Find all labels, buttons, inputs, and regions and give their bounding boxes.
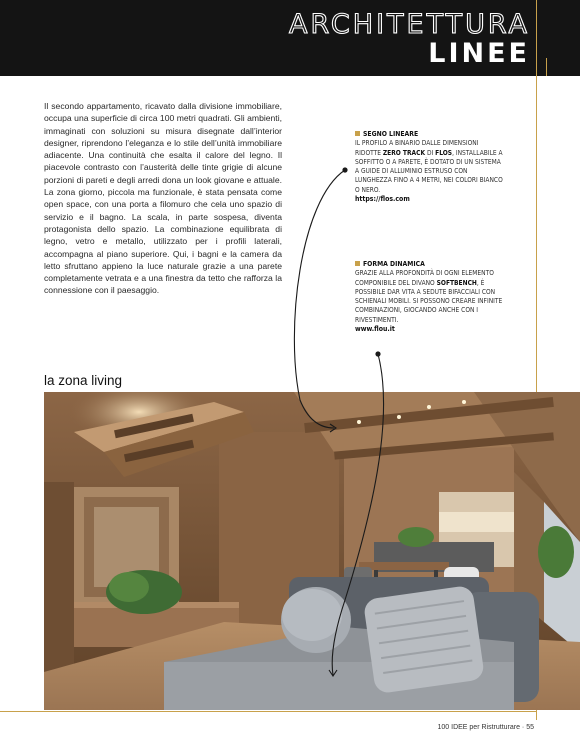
- header-line-linee: LINEE: [428, 38, 530, 69]
- note-link-flos[interactable]: https://flos.com: [355, 195, 410, 204]
- arrow-dot-icon: [342, 167, 347, 172]
- living-room-photo: [44, 392, 580, 710]
- gold-tick: [546, 58, 547, 76]
- gold-square-icon: [355, 131, 360, 136]
- note-title: FORMA DINAMICA: [355, 260, 503, 269]
- article-body-text: Il secondo appartamento, ricavato dalla divisione immobiliare, occupa una superficie di circa 100 metri quadrati. Gli ambienti, immaginati con soluzioni su misura disegnate dall’interior designer, riprendono l’eleganza e lo stile dell’unità immobiliare adiacente. Una continuità che esalta il calore del legno. Il piacevole contrasto con l’austerità delle tinte grigie di alcune porzioni di pareti e degli arredi dona un look giovane e attuale. La zona giorno, piccola ma funzionale, è stata pensata come open space, con una porta a filomuro che cela uno spazio di servizio e il bagno. La scala, in parte sospesa, diventa protagonista dello spazio. La combinazione equilibrata di legno, vetro e metallo, utilizzato per i profili laterali, accompagna al piano superiore. Qui, i bagni e la camera da letto sfruttano appieno la luce naturale grazie a una parete completamente vetrata e a una finestra da tetto che rafforza la connessione con il paesaggio.: [44, 101, 282, 296]
- note-forma-dinamica: [355, 260, 503, 334]
- note-segno-lineare: [355, 130, 503, 204]
- page-footer: 100 IDEE per Ristrutturare · 55: [437, 724, 534, 731]
- arrow-dot-icon: [375, 351, 380, 356]
- header-title: [289, 10, 530, 68]
- gold-square-icon: [355, 261, 360, 266]
- note-link-flou[interactable]: www.flou.it: [355, 325, 395, 334]
- header-line-architettura: ARCHITETTURA: [289, 9, 530, 40]
- section-heading: la zona living: [44, 373, 123, 388]
- note-text: IL PROFILO A BINARIO DALLE DIMENSIONI RIDOTTE ZERO TRACK DI FLOS, INSTALLABILE A SOFFITTO O A PARETE, È DOTATO DI UN SISTEMA A GUIDE DI ALLUMINIO ESTRUSO CON LUNGHEZZA FINO A 4 METRI, NEI COLORI BIANCO O NERO.: [355, 139, 503, 194]
- note-title: SEGNO LINEARE: [355, 130, 503, 139]
- arrow-to-track-light: [294, 170, 345, 428]
- living-room-illustration: [44, 392, 580, 710]
- footer-line: [0, 711, 536, 712]
- note-text: GRAZIE ALLA PROFONDITÀ DI OGNI ELEMENTO COMPONIBILE DEL DIVANO SOFTBENCH, È POSSIBILE DAR VITA A SEDUTE BIFACCIALI CON SCHIENALI MOBILI. SI POSSONO CREARE INFINITE COMBINAZIONI, GIOCANDO ANCHE CON I RIVESTIMENTI.: [355, 269, 503, 324]
